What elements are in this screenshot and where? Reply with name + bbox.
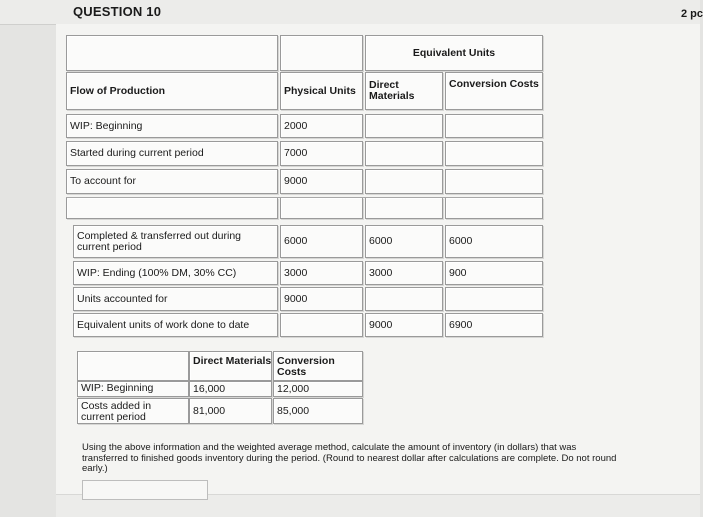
- spacer-cell: [365, 198, 443, 219]
- direct-materials-input[interactable]: [365, 114, 443, 138]
- conversion-costs-input[interactable]: [445, 141, 543, 166]
- physical-units-input[interactable]: 9000: [280, 287, 363, 311]
- physical-units-input[interactable]: [280, 313, 363, 337]
- row-label: Equivalent units of work done to date: [73, 313, 278, 337]
- cost-dm-input[interactable]: 81,000: [189, 398, 272, 424]
- col-flow-of-production: Flow of Production: [66, 72, 278, 110]
- question-points: 2 pc: [681, 8, 703, 20]
- conversion-costs-input[interactable]: 900: [445, 261, 543, 285]
- row-label: Completed & transferred out during current period: [73, 225, 278, 258]
- physical-units-input[interactable]: 3000: [280, 261, 363, 285]
- physical-units-input[interactable]: 9000: [280, 169, 363, 194]
- cost-col-conversion-costs: Conversion Costs: [273, 351, 363, 381]
- direct-materials-input[interactable]: [365, 169, 443, 194]
- spacer-cell: [66, 198, 278, 219]
- physical-units-input[interactable]: 2000: [280, 114, 363, 138]
- col-conversion-costs: Conversion Costs: [445, 72, 543, 110]
- cost-row-label: Costs added in current period: [77, 398, 189, 424]
- cost-cc-input[interactable]: 12,000: [273, 381, 363, 397]
- conversion-costs-input[interactable]: [445, 287, 543, 311]
- conversion-costs-input[interactable]: [445, 114, 543, 138]
- conversion-costs-input[interactable]: 6900: [445, 313, 543, 337]
- header-blank-flow: [66, 35, 278, 71]
- physical-units-input[interactable]: 6000: [280, 225, 363, 258]
- cost-dm-input[interactable]: 16,000: [189, 381, 272, 397]
- row-label: To account for: [66, 169, 278, 194]
- row-label: Started during current period: [66, 141, 278, 166]
- question-prompt: Using the above information and the weighted average method, calculate the amount of inventory (in dollars) that was transferred to finished goods inventory during the period. (Round to nearest dollar after calculations are complete. Do not round early.): [82, 442, 617, 474]
- col-physical-units: Physical Units: [280, 72, 363, 110]
- cost-cc-input[interactable]: 85,000: [273, 398, 363, 424]
- cost-header-blank: [77, 351, 189, 381]
- direct-materials-input[interactable]: [365, 287, 443, 311]
- cost-row-label: WIP: Beginning: [77, 381, 189, 397]
- row-label: WIP: Ending (100% DM, 30% CC): [73, 261, 278, 285]
- direct-materials-input[interactable]: 6000: [365, 225, 443, 258]
- conversion-costs-input[interactable]: 6000: [445, 225, 543, 258]
- spacer-cell: [445, 198, 543, 219]
- conversion-costs-input[interactable]: [445, 169, 543, 194]
- direct-materials-input[interactable]: 3000: [365, 261, 443, 285]
- header-blank-physical: [280, 35, 363, 71]
- direct-materials-input[interactable]: 9000: [365, 313, 443, 337]
- equivalent-units-header: Equivalent Units: [365, 35, 543, 71]
- answer-input[interactable]: [82, 480, 208, 500]
- question-title: QUESTION 10: [73, 4, 162, 19]
- row-label: WIP: Beginning: [66, 114, 278, 138]
- cost-col-direct-materials: Direct Materials: [189, 351, 272, 381]
- row-label: Units accounted for: [73, 287, 278, 311]
- spacer-cell: [280, 198, 363, 219]
- physical-units-input[interactable]: 7000: [280, 141, 363, 166]
- col-direct-materials: Direct Materials: [365, 72, 443, 110]
- direct-materials-input[interactable]: [365, 141, 443, 166]
